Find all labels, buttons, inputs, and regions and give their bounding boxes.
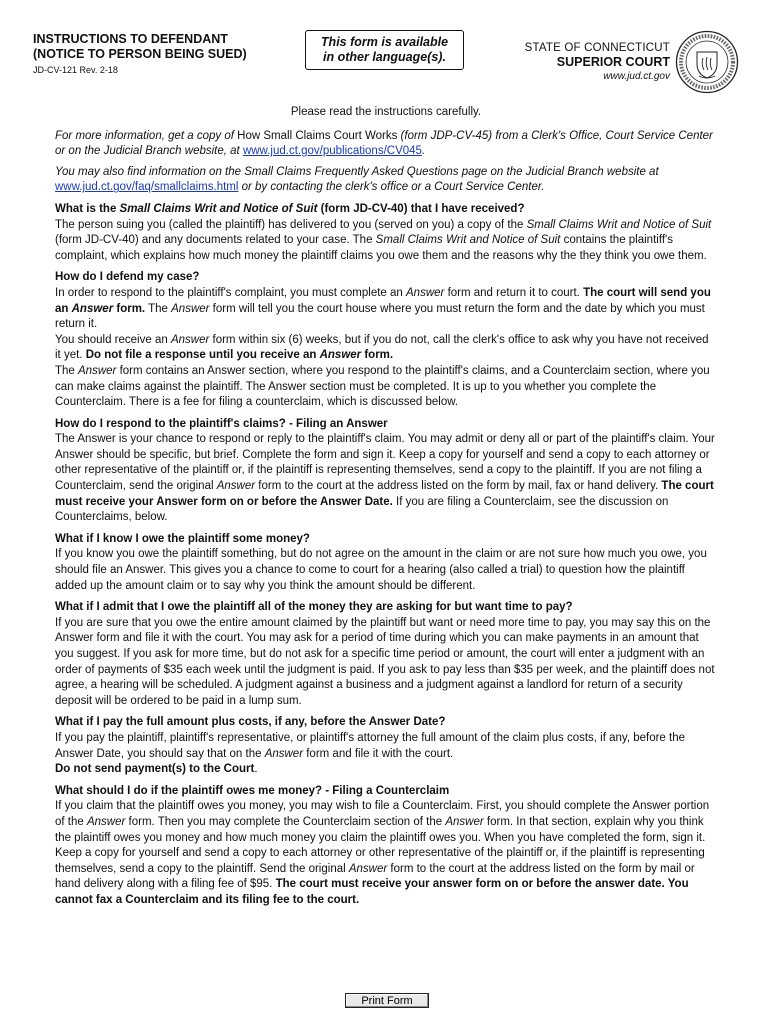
state-seal-icon (675, 30, 739, 94)
answer-writ-notice (55, 218, 717, 265)
answer-text: form within six (6) weeks, but if you do not, call the clerk's office to ask why you have not received it yet. (55, 333, 709, 362)
title-line-1: INSTRUCTIONS TO DEFENDANT (33, 32, 228, 46)
intro-text: For more information, get a copy of (55, 129, 238, 142)
answer-text: You should receive an (55, 333, 171, 346)
answer-text: Answer (406, 286, 445, 299)
question-writ-notice (55, 202, 717, 218)
answer-text: The Answer is your chance to respond or reply to the plaintiff's claim. You may admit or deny all or part of the plaintiff's claim. Your Answer should be specific, but brief. Complete the form and sign it. Keep a copy for yourself and send a copy to each attorney or other representative of the plaintiff or, if the plaintiff is representing themselves, send a copy to the plaintiff. If you are not filing a Counterclaim, send the original (55, 433, 715, 493)
answer-text: (form JD-CV-40) and any documents related to your case. The (55, 234, 376, 247)
faq-paragraph (55, 165, 717, 196)
answer-text: Do not file a response until you receive an (85, 349, 320, 362)
answer-text: form and return it to court. (444, 286, 584, 299)
publication-link[interactable]: www.jud.ct.gov/publications/CV045 (242, 145, 422, 158)
answer-text: Answer (348, 862, 388, 875)
intro-publication-name: How Small Claims Court Works (237, 129, 398, 142)
answer-text: The (55, 364, 79, 377)
answer-text: Answer (319, 349, 362, 362)
intro-text: or by contacting the clerk's office or a Court Service Center. (238, 181, 545, 194)
answer-text: form. (361, 349, 394, 362)
answer-text: form. Then you may complete the Counterclaim section of the (125, 815, 446, 828)
question-text: What is the (55, 202, 120, 215)
court-info (525, 42, 670, 82)
state-name: STATE OF CONNECTICUT (524, 42, 670, 54)
answer-text: In order to respond to the plaintiff's complaint, you must complete an (55, 286, 407, 299)
answer-text: form. In that section, explain why you think the plaintiff owes you money and how much money you claim the plaintiff owes you. When you have completed the form, sign it. Keep a copy for yourself and send a copy to each attorney or other representative of the plaintiff or, if the plaintiff is representing themselves, send a copy to the plaintiff. Send the original (55, 815, 706, 875)
court-website: www.jud.ct.gov (603, 71, 670, 82)
answer-text: form to the court at the address listed on the form by mail or hand delivery along with a filing fee of $95. (55, 862, 695, 891)
language-line-2: in other language(s). (323, 50, 446, 64)
question-text: (form JD-CV-40) that I have received? (317, 202, 525, 215)
answer-text: form and file it with the court. (303, 747, 454, 760)
question-counterclaim: What should I do if the plaintiff owes me money? - Filing a Counterclaim (55, 784, 450, 797)
answer-text: Answer (216, 480, 256, 493)
instructions-body (55, 105, 717, 909)
question-respond-claims: How do I respond to the plaintiff's claims? - Filing an Answer (55, 417, 388, 430)
answer-text: Answer (171, 302, 210, 315)
answer-text: Answer (264, 747, 304, 760)
answer-counterclaim (55, 799, 717, 908)
answer-defend-case-2 (55, 333, 717, 364)
answer-text: The (145, 302, 172, 315)
answer-text: form. (113, 302, 146, 315)
print-form-button[interactable]: Print Form (345, 993, 429, 1008)
answer-text: contains the plaintiff's complaint, which explains how much money the plaintiff claims you owe them and the reasons why the they think you owe them. (55, 234, 707, 262)
answer-text: If you claim that the plaintiff owes you money, you may wish to file a Counterclaim. First, you should complete the Answer portion of the (55, 800, 710, 828)
intro-text: . (421, 145, 426, 158)
court-name: SUPERIOR COURT (556, 55, 670, 69)
form-title (33, 32, 247, 62)
answer-text: If you pay the plaintiff, plaintiff's representative, or plaintiff's attorney the full amount of the claim plus costs, if any, before the Answer Date, you should say that on the (55, 731, 685, 760)
answer-text: Do not send payment(s) to the Court (55, 763, 255, 776)
answer-owe-some-money: If you know you owe the plaintiff something, but do not agree on the amount in the claim or are not sure how much you owe, you should file an Answer. This gives you a chance to come to court for a hearing (also called a trial) to question how the plaintiff added up the amount claim or to say why you think the amount should be different. (55, 548, 707, 592)
answer-text: form to the court at the address listed on the form by mail, fax or hand delivery. (255, 480, 662, 493)
answer-text: The court must receive your answer form on or before the answer date. You cannot fax a Counterclaim and its filing fee to the court. (55, 878, 689, 906)
question-time-to-pay: What if I admit that I owe the plaintiff all of the money they are asking for but want time to pay? (55, 601, 573, 614)
form-code: JD-CV-121 Rev. 2-18 (33, 65, 118, 75)
question-text: Small Claims Writ and Notice of Suit (119, 202, 318, 215)
intro-text: You may also find information on the Small Claims Frequently Asked Questions page on the Judicial Branch website at (55, 165, 659, 178)
question-defend-case: How do I defend my case? (55, 271, 200, 284)
answer-defend-case-3 (55, 364, 717, 411)
title-line-2: (NOTICE TO PERSON BEING SUED) (33, 47, 247, 61)
answer-defend-case-1 (55, 286, 717, 333)
answer-text: Answer (78, 364, 117, 377)
answer-text: The person suing you (called the plaintiff) has delivered to you (served on you) a copy of the (55, 218, 527, 231)
answer-text: If you are filing a Counterclaim, see the discussion on Counterclaims, below. (55, 495, 669, 524)
more-info-paragraph (55, 129, 717, 160)
answer-text: form will tell you the court house where you must return the form and the date by which you must return it. (55, 302, 705, 331)
language-availability-box (305, 30, 464, 70)
answer-pay-full-amount (55, 731, 717, 778)
form-header (33, 32, 247, 75)
answer-time-to-pay: If you are sure that you owe the entire amount claimed by the plaintiff but want or need more time to pay, you may say this on the Answer form and file it with the court. You may ask for a period of time during which you can make payments in an amount that you suggest. If you ask for more time, but do not ask for a specific time period or amount, the court will enter a judgment with an order of payments of $35 each week until the judgment is paid. If you ask to pay less than $35 per week, and the plaintiff does not agree, a hearing will be scheduled. A judgment against a business and a judgment against a landlord for return of a security deposit will be ordered to be paid in a lump sum. (55, 616, 715, 707)
answer-text: Small Claims Writ and Notice of Suit (375, 234, 561, 247)
answer-text: . (254, 763, 258, 776)
faq-link[interactable]: www.jud.ct.gov/faq/smallclaims.html (55, 181, 239, 194)
read-instructions-line: Please read the instructions carefully. (290, 106, 482, 118)
intro-text: (form JDP-CV-45) from a Clerk's Office, Court Service Center or on the Judicial Branch website, at (55, 129, 713, 158)
question-owe-some-money: What if I know I owe the plaintiff some money? (55, 532, 310, 545)
answer-respond-claims (55, 432, 717, 526)
answer-text: The court must receive your Answer form on or before the Answer Date. (55, 480, 714, 508)
answer-text: Answer (445, 815, 484, 828)
answer-text: Small Claims Writ and Notice of Suit (526, 218, 712, 231)
language-line-1: This form is available (320, 35, 449, 49)
answer-text: Answer (170, 333, 210, 346)
answer-text: The court will send you an (55, 286, 711, 315)
question-pay-full-amount: What if I pay the full amount plus costs, if any, before the Answer Date? (55, 716, 446, 729)
answer-text: form contains an Answer section, where you respond to the plaintiff's claims, and a Counterclaim section, where you can make claims against the plaintiff. The Answer section must be completed. It is up to you whether you complete the Counterclaim. There is a fee for filing a counterclaim, which is discussed below. (55, 364, 710, 409)
answer-text: Answer (71, 302, 114, 315)
answer-text: Answer (86, 815, 126, 828)
